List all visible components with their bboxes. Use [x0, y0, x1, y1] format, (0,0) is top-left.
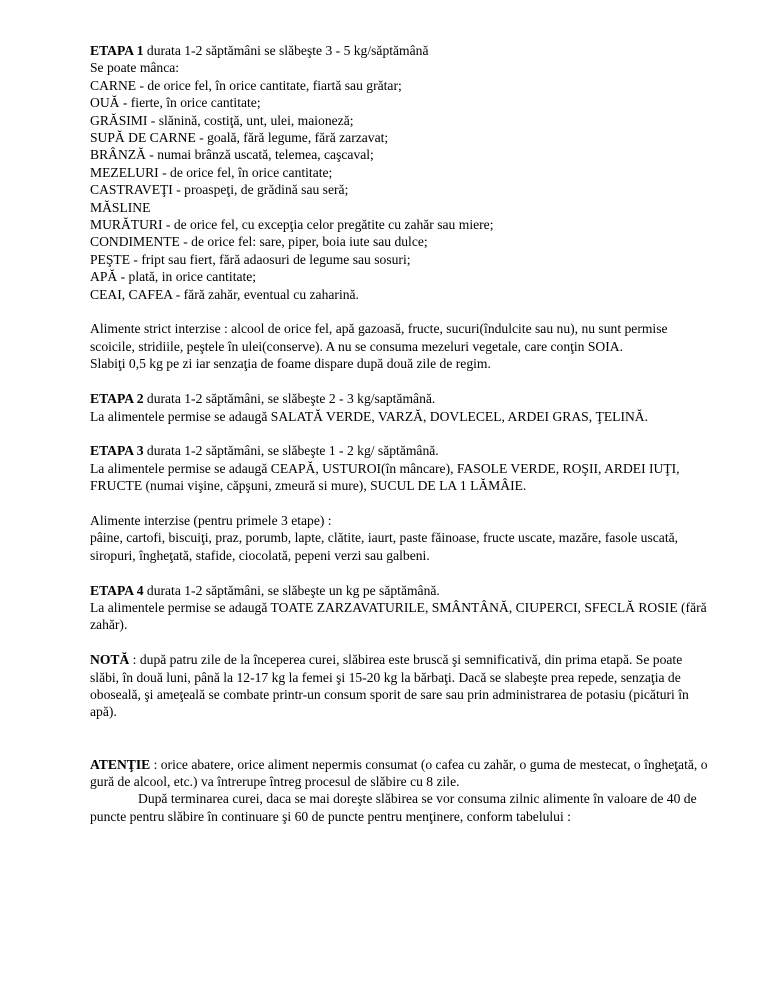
- food-item: MĂSLINE: [90, 199, 151, 215]
- nota-text: : după patru zile de la începerea curei, slăbirea este bruscă şi semnificativă, din prima etapă. Se poate slăbi, în două luni, până la 12-17 kg la femei şi 15-20 kg la bărbaţi. Dacă se slabeşte prea repede, senzaţia de oboseală, şi ameţeală se combate printr-un consum sporit de sare sau prin administrarea de potasiu (picături în apă).: [90, 652, 689, 720]
- etapa4-added: La alimentele permise se adaugă TOATE ZARZAVATURILE, SMÂNTÂNĂ, CIUPERCI, SFECLĂ ROSIE (fără zahăr).: [90, 599, 707, 633]
- etapa3-heading: [90, 442, 708, 459]
- atentie-paragraph: [90, 756, 708, 791]
- etapa4-heading: [90, 582, 708, 599]
- interzise-list: pâine, cartofi, biscuiţi, praz, porumb, lapte, clătite, iaurt, paste făinoase, fructe uscate, mazăre, fasole uscată, siropuri, îngheţată, stafide, ciocolată, pepeni verzi sau galbeni.: [90, 530, 679, 563]
- food-item: GRĂSIMI - slănină, costiţă, unt, ulei, maioneză;: [90, 112, 354, 128]
- nota-paragraph: [90, 651, 708, 721]
- food-item: SUPĂ DE CARNE - goală, fără legume, fără zarzavat;: [90, 130, 389, 146]
- food-item: BRÂNZĂ - numai brânză uscată, telemea, caşcaval;: [90, 147, 374, 163]
- etapa1-desc: durata 1-2 săptămâni se slăbeşte 3 - 5 kg/săptămână: [143, 43, 429, 58]
- etapa1-intro: Se poate mânca:: [90, 60, 180, 76]
- atentie-text: : orice abatere, orice aliment nepermis consumat (o cafea cu zahăr, o guma de mestecat, o îngheţată, o gură de alcool, etc.) va întrerupe întreg procesul de slăbire cu 8 zile.: [90, 756, 708, 789]
- food-item: CEAI, CAFEA - fără zahăr, eventual cu zaharină.: [90, 286, 359, 302]
- food-item: CONDIMENTE - de orice fel: sare, piper, boia iute sau dulce;: [90, 234, 428, 250]
- atentie-followup-paragraph: [90, 790, 708, 825]
- etapa4-title: ETAPA 4: [90, 582, 144, 598]
- etapa2-heading: [90, 390, 708, 407]
- food-item: CARNE - de orice fel, în orice cantitate, fiartă sau grătar;: [90, 77, 402, 93]
- food-item: MEZELURI - de orice fel, în orice cantitate;: [90, 164, 333, 180]
- nota-title: NOTĂ: [90, 652, 130, 668]
- interzise-title: Alimente interzise (pentru primele 3 etape) :: [90, 512, 332, 528]
- etapa1-forbidden: Alimente strict interzise : alcool de orice fel, apă gazoasă, fructe, sucuri(îndulcite sau nu), nu sunt permise scoicile, stridiile, peştele în ulei(conserve). A nu se consuma mezeluri vegetale, care conţin SOIA.: [90, 321, 668, 354]
- etapa2-title: ETAPA 2: [90, 391, 144, 407]
- etapa3-desc: durata 1-2 săptămâni, se slăbeşte 1 - 2 kg/ săptămână.: [143, 443, 439, 459]
- food-item: MURĂTURI - de orice fel, cu excepţia celor pregătite cu zahăr sau miere;: [90, 217, 494, 233]
- etapa1-note: Slabiţi 0,5 kg pe zi iar senzaţia de foame dispare după două zile de regim.: [90, 356, 491, 372]
- atentie-title: ATENŢIE: [90, 756, 151, 772]
- food-item: APĂ - plată, in orice cantitate;: [90, 269, 257, 285]
- etapa1-title: ETAPA 1: [90, 43, 144, 58]
- food-item: CASTRAVEŢI - proaspeţi, de grădină sau seră;: [90, 182, 349, 198]
- atentie-followup: După terminarea curei, daca se mai doreşte slăbirea se vor consuma zilnic alimente în valoare de 40 de puncte pentru slăbire în continuare şi 60 de puncte pentru menţinere, conform tabelului :: [90, 791, 697, 824]
- etapa2-desc: durata 1-2 săptămâni, se slăbeşte 2 - 3 kg/saptămână.: [143, 391, 436, 407]
- etapa1-heading: [90, 42, 708, 59]
- food-item: PEŞTE - fript sau fiert, fără adaosuri de legume sau sosuri;: [90, 251, 411, 267]
- etapa2-added: La alimentele permise se adaugă SALATĂ VERDE, VARZĂ, DOVLECEL, ARDEI GRAS, ŢELINĂ.: [90, 408, 649, 424]
- etapa4-desc: durata 1-2 săptămâni, se slăbeşte un kg pe săptămână.: [143, 582, 440, 598]
- etapa3-added: La alimentele permise se adaugă CEAPĂ, USTUROI(în mâncare), FASOLE VERDE, ROŞII, ARDEI IUŢI, FRUCTE (numai vişine, căpşuni, zmeură si mure), SUCUL DE LA 1 LĂMÂIE.: [90, 460, 680, 494]
- food-item: OUĂ - fierte, în orice cantitate;: [90, 95, 261, 111]
- etapa3-title: ETAPA 3: [90, 443, 144, 459]
